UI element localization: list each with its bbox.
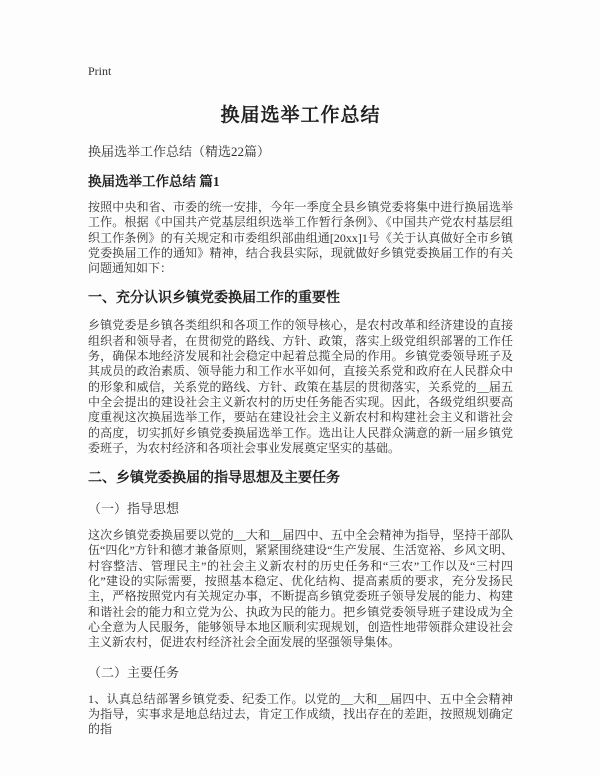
article-part1-heading: 换届选举工作总结 篇1: [88, 174, 220, 189]
subsection-guiding-thought-heading: （一）指导思想: [88, 501, 180, 517]
page-title: 换届选举工作总结: [220, 105, 381, 126]
paragraph-intro: 按照中央和省、市委的统一安排，今年一季度全县乡镇党委将集中进行换届选举工作。根据《中国共产党基层组织选举工作暂行条例》、《中国共产党农村基层组织工作条例》的有关规定和市委组织部曲组通[20xx]1号《关于认真做好全市乡镇党委换届工作的通知》精神，结合我县实际，现就做好乡镇党委换届工作的有关问题通知如下：: [88, 200, 513, 276]
paragraph-task1: 1、认真总结部署乡镇党委、纪委工作。以党的__大和__届四中、五中全会精神为指导，实事求是地总结过去，肯定工作成绩，找出存在的差距，按照规划确定的指: [88, 691, 513, 737]
paragraph-section1-importance: 乡镇党委是乡镇各类组织和各项工作的领导核心，是农村改革和经济建设的直接组织者和领导者，在贯彻党的路线、方针、政策，落实上级党组织部署的工作任务，确保本地经济发展和社会稳定中起着总揽全局的作用。乡镇党委领导班子及其成员的政治素质、领导能力和工作水平如何，直接关系党和政府在人民群众中的形象和威信，关系党的路线、方针、政策在基层的贯彻落实，关系党的__届五中全会提出的建设社会主义新农村的历史任务能否实现。因此，各级党组织要高度重视这次换届选举工作，要站在建设社会主义新农村和构建社会主义和谐社会的高度，切实抓好乡镇党委换届选举工作。选出让人民群众满意的新一届乡镇党委班子，为农村经济和各项社会事业发展奠定坚实的基础。: [88, 318, 513, 455]
subsection-main-tasks-heading: （二）主要任务: [88, 664, 180, 680]
print-link[interactable]: Print: [88, 64, 112, 78]
paragraph-guiding-thought: 这次乡镇党委换届要以党的__大和__届四中、五中全会精神为指导，坚持干部队伍“四化”方针和德才兼备原则，紧紧围绕建设“生产发展、生活宽裕、乡风文明、村容整洁、管理民主”的社会主义新农村的历史任务和“三农”工作以及“三村四化”建设的实际需要，按照基本稳定、优化结构、提高素质的要求，充分发扬民主，严格按照党内有关规定办事，不断提高乡镇党委班子领导发展的能力、构建和谐社会的能力和立党为公、执政为民的能力。把乡镇党委领导班子建设成为全心全意为人民服务，能够领导本地区顺利实现规划，创造性地带领群众建设社会主义新农村，促进农村经济社会全面发展的坚强领导集体。: [88, 528, 513, 650]
section1-heading: 一、充分认识乡镇党委换届工作的重要性: [88, 291, 340, 307]
section2-heading: 二、乡镇党委换届的指导思想及主要任务: [88, 471, 340, 487]
article-subtitle: 换届选举工作总结（精选22篇）: [88, 144, 271, 159]
